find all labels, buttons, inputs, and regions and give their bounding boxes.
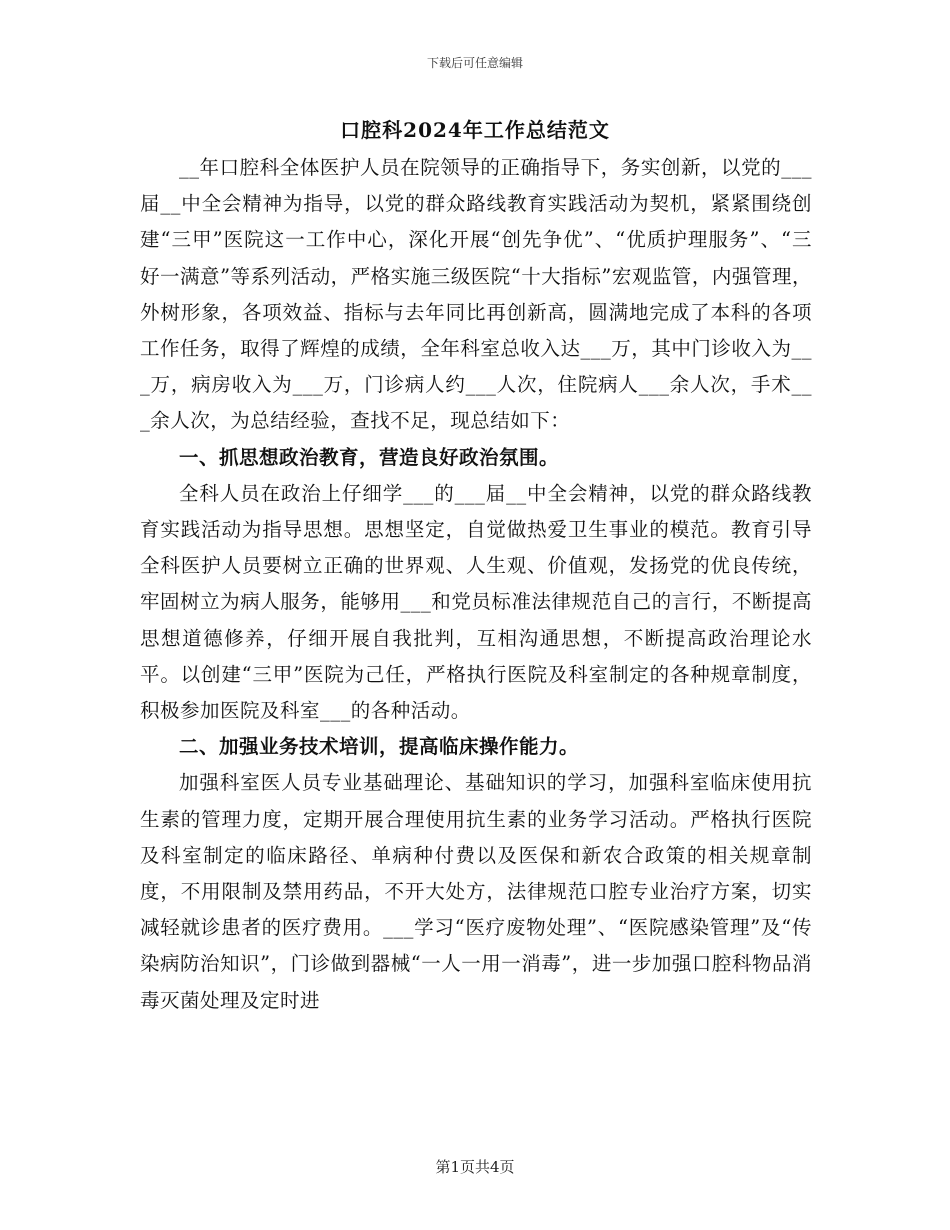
section-heading-2: 二、加强业务技术培训，提高临床操作能力。 [179, 735, 580, 759]
document-body [140, 150, 812, 1019]
document-title: 口腔科2024年工作总结范文 [340, 118, 610, 142]
section-body-1: 全科人员在政治上仔细学___的___届__中全会精神，以党的群众路线教育实践活动为指导思想。思想坚定，自觉做热爱卫生事业的模范。教育引导全科医护人员要树立正确的世界观、人生观、价值观，发扬党的优良传统，牢固树立为病人服务，能够用___和党员标准法律规范自己的言行，不断提高思想道德修养，仔细开展自我批判，互相沟通思想，不断提高政治理论水平。以创建“三甲”医院为己任，严格执行医院及科室制定的各种规章制度，积极参加医院及科室___的各种活动。 [140, 481, 812, 723]
section-body-2: 加强科室医人员专业基础理论、基础知识的学习，加强科室临床使用抗生素的管理力度，定期开展合理使用抗生素的业务学习活动。严格执行医院及科室制定的临床路径、单病种付费以及医保和新农合政策的相关规章制度，不用限制及禁用药品，不开大处方，法律规范口腔专业治疗方案，切实减轻就诊患者的医疗费用。___学习“医疗废物处理”、“医院感染管理”及“传染病防治知识”，门诊做到器械“一人一用一消毒”，进一步加强口腔科物品消毒灭菌处理及定时进 [140, 771, 812, 1012]
page-number: 第1页共4页 [435, 1158, 515, 1176]
intro-paragraph: __年口腔科全体医护人员在院领导的正确指导下，务实创新，以党的___届__中全会精神为指导，以党的群众路线教育实践活动为契机，紧紧围绕创建“三甲”医院这一工作中心，深化开展“创先争优”、“优质护理服务”、“三好一满意”等系列活动，严格实施三级医院“十大指标”宏观监管，内强管理，外树形象，各项效益、指标与去年同比再创新高，圆满地完成了本科的各项工作任务，取得了辉煌的成绩，全年科室总收入达___万，其中门诊收入为___万，病房收入为___万，门诊病人约___人次，住院病人___余人次，手术___余人次，为总结经验，查找不足，现总结如下： [140, 156, 812, 433]
header-note: 下载后可任意编辑 [426, 56, 523, 70]
section-heading-1: 一、抓思想政治教育，营造良好政治氛围。 [179, 445, 560, 469]
